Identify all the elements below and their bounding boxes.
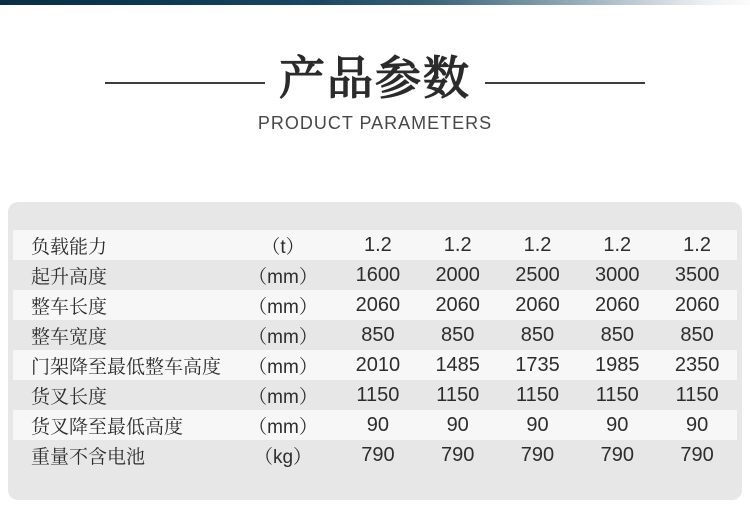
title-left-line: [105, 82, 265, 84]
row-value: 2000: [435, 263, 480, 286]
row-value: 1.2: [683, 233, 711, 256]
table-row: [13, 410, 737, 440]
table-row: [13, 380, 737, 410]
row-value: 1985: [595, 353, 640, 376]
title-row: [0, 52, 750, 105]
section-header: [0, 52, 750, 134]
row-label: 整车宽度: [31, 326, 108, 348]
row-value: 1735: [515, 353, 560, 376]
row-value: 90: [606, 413, 629, 436]
row-value: 1150: [356, 383, 400, 406]
row-label: 重量不含电池: [31, 446, 146, 468]
row-value: 1.2: [363, 233, 392, 256]
row-value: 2350: [674, 353, 720, 376]
row-value: 2060: [674, 293, 720, 316]
table-row: [13, 320, 737, 350]
table-row: [13, 260, 737, 290]
row-value: 3000: [595, 263, 640, 286]
row-unit: （t）: [261, 236, 305, 258]
row-value: 1.2: [603, 233, 632, 256]
row-unit: （mm）: [248, 266, 318, 288]
row-label: 货叉长度: [31, 386, 108, 408]
row-value: 1.2: [523, 233, 552, 256]
row-value: 1485: [435, 353, 480, 376]
row-value: 790: [520, 443, 555, 466]
row-label: 起升高度: [31, 266, 108, 288]
row-value: 1.2: [443, 233, 472, 256]
row-value: 790: [441, 443, 475, 466]
row-unit: （mm）: [248, 416, 318, 438]
row-value: 90: [685, 413, 709, 436]
section-subtitle: PRODUCT PARAMETERS: [257, 112, 493, 133]
row-value: 2010: [355, 353, 401, 376]
table-row: [13, 230, 737, 260]
row-value: 790: [361, 443, 395, 466]
row-value: 850: [520, 323, 555, 346]
row-label: 整车长度: [31, 296, 108, 318]
row-label: 货叉降至最低高度: [31, 416, 184, 438]
row-value: 790: [680, 443, 714, 466]
row-value: 2060: [595, 293, 640, 316]
row-value: 1150: [436, 383, 480, 406]
row-value: 1150: [675, 383, 719, 406]
row-unit: （mm）: [248, 326, 318, 348]
row-unit: （kg）: [253, 446, 313, 468]
parameters-table: [8, 202, 742, 500]
title-right-line: [485, 82, 645, 84]
row-value: 1150: [595, 383, 639, 406]
row-value: 1150: [515, 383, 559, 406]
row-value: 90: [446, 413, 469, 436]
row-value: 90: [366, 413, 390, 436]
row-value: 2500: [515, 263, 560, 286]
row-value: 850: [680, 323, 714, 346]
row-label: 门架降至最低整车高度: [31, 356, 222, 378]
top-accent-bar: [0, 0, 750, 5]
row-value: 850: [441, 323, 475, 346]
table-row: [13, 350, 737, 380]
row-value: 790: [600, 443, 634, 466]
row-unit: （mm）: [248, 356, 318, 378]
row-label: 负载能力: [31, 236, 108, 258]
row-value: 3500: [674, 263, 720, 286]
row-value: 1600: [355, 263, 401, 286]
row-value: 850: [361, 323, 395, 346]
row-value: 90: [526, 413, 549, 436]
row-value: 2060: [435, 293, 480, 316]
table-row: [13, 440, 737, 470]
row-unit: （mm）: [248, 296, 318, 318]
section-title: 产品参数: [279, 52, 471, 104]
row-unit: （mm）: [248, 386, 318, 408]
row-value: 2060: [515, 293, 560, 316]
table-row: [13, 290, 737, 320]
row-value: 850: [600, 323, 634, 346]
row-value: 2060: [355, 293, 401, 316]
